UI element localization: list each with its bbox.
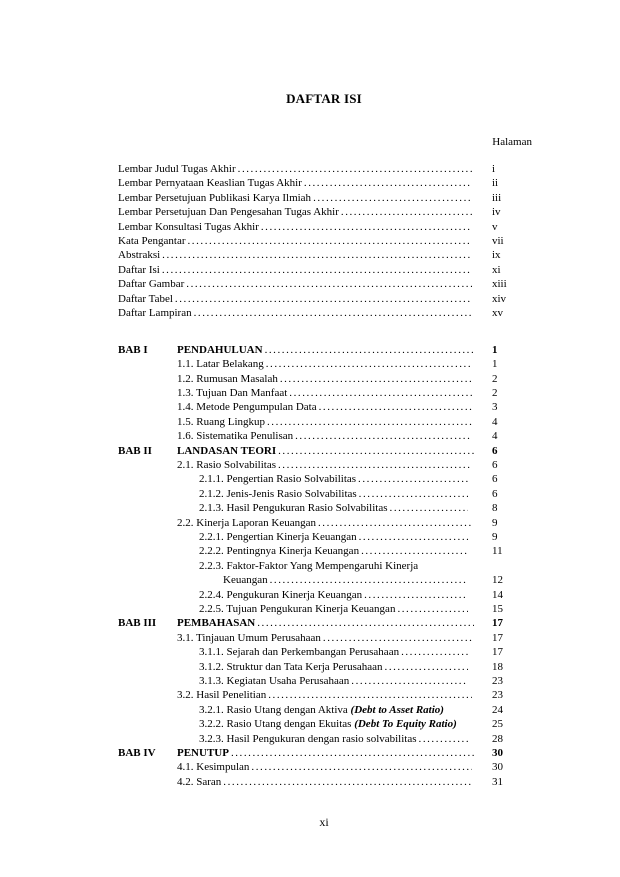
entry-page-number: 15 (492, 602, 503, 615)
chapter-number: BAB IV (118, 746, 156, 759)
dot-leader (229, 746, 474, 760)
entry-text (118, 191, 472, 205)
dot-leader (265, 415, 472, 429)
entry-text (177, 372, 472, 386)
dot-leader (255, 616, 474, 630)
entry-page-number: 14 (492, 588, 503, 601)
entry-page-number: ii (492, 177, 499, 190)
entry-title: 3.2.3. Hasil Pengukuran dengan rasio solvabilitas (199, 732, 417, 745)
entry-text (177, 400, 472, 414)
entry-text (177, 516, 472, 530)
entry-title: Lembar Persetujuan Dan Pengesahan Tugas Akhir (118, 206, 339, 219)
toc-row (0, 487, 620, 501)
entry-text (177, 458, 472, 472)
entry-text (177, 631, 472, 645)
entry-title: LANDASAN TEORI (177, 444, 277, 457)
entry-page-number: 12 (492, 574, 503, 587)
dot-leader (316, 516, 472, 530)
toc-row (0, 775, 620, 789)
dot-leader (311, 191, 472, 205)
entry-page-number: 1 (492, 343, 498, 356)
dot-leader (357, 487, 468, 501)
entry-page-number: 23 (492, 689, 503, 702)
dot-leader (266, 688, 472, 702)
entry-title: 1.3. Tujuan Dan Manfaat (177, 386, 288, 399)
toc-row (0, 162, 620, 176)
dot-leader (263, 343, 474, 357)
toc-row (0, 760, 620, 774)
toc-row (0, 573, 620, 587)
toc-row (0, 559, 620, 573)
entry-page-number: 28 (492, 732, 503, 745)
entry-text (199, 674, 468, 688)
dot-leader (160, 263, 472, 277)
entry-title: 4.2. Saran (177, 775, 222, 788)
dot-leader (268, 573, 468, 587)
toc-row (0, 602, 620, 616)
dot-leader (276, 444, 474, 458)
entry-title: 4.1. Kesimpulan (177, 761, 250, 774)
toc-row (0, 277, 620, 291)
dot-leader (276, 458, 472, 472)
dot-leader (186, 234, 473, 248)
entry-title: Daftar Isi (118, 263, 160, 276)
chapter-number: BAB I (118, 343, 148, 356)
entry-page-number: vii (492, 235, 504, 247)
entry-page-number: 8 (492, 502, 498, 515)
toc-row (0, 631, 620, 645)
entry-page-number: 4 (492, 415, 498, 428)
entry-page-number: xiv (492, 292, 507, 305)
halaman-label: Halaman (492, 136, 532, 148)
entry-title: 1.5. Ruang Lingkup (177, 415, 265, 428)
entry-page-number: 31 (492, 775, 503, 788)
entry-title: 2.1.2. Jenis-Jenis Rasio Solvabilitas (199, 487, 357, 500)
dot-leader (339, 205, 472, 219)
entry-title: 3.1.3. Kegiatan Usaha Perusahaan (199, 674, 350, 687)
entry-text (118, 234, 472, 248)
entry-title: Daftar Lampiran (118, 307, 192, 319)
entry-page-number: 1 (492, 358, 498, 371)
entry-title: 2.2.4. Pengukuran Kinerja Keuangan (199, 588, 363, 601)
dot-leader (184, 277, 472, 291)
entry-text (177, 429, 472, 443)
toc-row (0, 176, 620, 190)
toc-chapter-row (0, 746, 620, 760)
dot-leader (388, 501, 468, 515)
entry-page-number: 18 (492, 660, 503, 673)
entry-title: 2.2.1. Pengertian Kinerja Keuangan (199, 530, 357, 543)
toc-chapter-row (0, 444, 620, 458)
entry-text (177, 415, 472, 429)
entry-page-number: 6 (492, 473, 498, 486)
dot-leader (173, 292, 472, 306)
toc-row (0, 205, 620, 219)
entry-page-number: 2 (492, 386, 498, 399)
entry-title: Daftar Tabel (118, 292, 173, 305)
entry-title: Kata Pengantar (118, 235, 186, 247)
dot-leader (399, 645, 468, 659)
entry-title: Lembar Judul Tugas Akhir (118, 163, 236, 175)
entry-italic: (Debt To Equity Ratio) (354, 718, 457, 731)
toc-row (0, 501, 620, 515)
entry-text (199, 717, 500, 731)
entry-text (118, 205, 472, 219)
dot-leader (287, 386, 472, 400)
chapter-number: BAB III (118, 617, 157, 630)
entry-text (177, 357, 472, 371)
toc-row (0, 220, 620, 234)
toc-row (0, 234, 620, 248)
toc-row (0, 660, 620, 674)
entry-page-number: 17 (492, 617, 503, 630)
toc-row (0, 386, 620, 400)
entry-text (177, 343, 474, 357)
entry-title: 1.6. Sistematika Penulisan (177, 430, 294, 443)
dot-leader (356, 472, 468, 486)
toc-row (0, 674, 620, 688)
entry-text (199, 588, 468, 602)
toc-chapter-row (0, 343, 620, 357)
dot-leader (249, 760, 472, 774)
entry-page-number: iv (492, 206, 501, 219)
toc-row (0, 645, 620, 659)
toc-row (0, 688, 620, 702)
entry-title: 2.2.2. Pentingnya Kinerja Keuangan (199, 545, 360, 558)
entry-text (118, 176, 472, 190)
toc-row (0, 263, 620, 277)
entry-page-number: 6 (492, 458, 498, 471)
entry-title: 1.4. Metode Pengumpulan Data (177, 401, 317, 414)
entry-page-number: 25 (492, 718, 503, 731)
toc-row (0, 248, 620, 262)
toc-row (0, 292, 620, 306)
entry-title: Lembar Konsultasi Tugas Akhir (118, 220, 259, 233)
entry-page-number: 17 (492, 646, 503, 659)
entry-page-number: xiii (492, 278, 507, 291)
entry-page-number: ix (492, 249, 501, 262)
entry-page-number: 6 (492, 444, 498, 457)
entry-title: 2.1.1. Pengertian Rasio Solvabilitas (199, 473, 357, 486)
toc-row (0, 588, 620, 602)
toc-row (0, 530, 620, 544)
dot-leader (293, 429, 472, 443)
toc-row (0, 544, 620, 558)
entry-page-number: iii (492, 191, 502, 204)
page-number: xi (319, 815, 329, 829)
entry-page-number: 11 (492, 545, 503, 558)
entry-page-number: 24 (492, 703, 503, 716)
dot-leader (192, 306, 472, 320)
entry-text (199, 487, 468, 501)
entry-title: 3.1. Tinjauan Umum Perusahaan (177, 631, 321, 644)
entry-text (118, 263, 472, 277)
entry-page-number: xi (492, 263, 501, 276)
toc-row (0, 472, 620, 486)
entry-text (118, 248, 472, 262)
toc-row (0, 429, 620, 443)
entry-title: PENDAHULUAN (177, 343, 263, 356)
toc-row (0, 400, 620, 414)
entry-page-number: 23 (492, 674, 503, 687)
entry-page-number: 30 (492, 761, 503, 774)
toc-row (0, 357, 620, 371)
entry-italic: (Debt to Asset Ratio) (350, 703, 444, 716)
entry-text (223, 573, 468, 587)
entry-title: 2.1.3. Hasil Pengukuran Rasio Solvabilitas (199, 502, 388, 515)
entry-text (199, 559, 468, 573)
dot-leader (357, 530, 468, 544)
dot-leader (259, 220, 472, 234)
dot-leader (362, 588, 468, 602)
entry-title: 2.2.3. Faktor-Faktor Yang Mempengaruhi Kinerja (199, 559, 419, 572)
entry-text (177, 688, 472, 702)
dot-leader (317, 400, 472, 414)
entry-text (118, 306, 472, 320)
entry-text (118, 277, 472, 291)
toc-row (0, 732, 620, 746)
entry-title: 3.1.2. Struktur dan Tata Kerja Perusahaan (199, 660, 383, 673)
entry-page-number: 9 (492, 530, 498, 543)
chapter-number: BAB II (118, 444, 152, 457)
entry-title: 2.2. Kinerja Laporan Keuangan (177, 516, 316, 529)
entry-text (199, 602, 468, 616)
entry-page-number: 4 (492, 430, 498, 443)
entry-title: PEMBAHASAN (177, 617, 256, 630)
entry-text (177, 616, 474, 630)
dot-leader (349, 674, 468, 688)
dot-leader (236, 162, 472, 176)
dot-leader (264, 357, 472, 371)
entry-title: Keuangan (223, 574, 268, 587)
toc-row (0, 415, 620, 429)
entry-text (177, 746, 474, 760)
entry-text (118, 162, 472, 176)
entry-text (199, 544, 468, 558)
dot-leader (395, 602, 468, 616)
entry-text (177, 775, 472, 789)
entry-title: 3.2.2. Rasio Utang dengan Ekuitas (Debt To Equity Ratio) (199, 718, 457, 731)
entry-page-number: 3 (492, 401, 498, 414)
entry-title: 3.2. Hasil Penelitian (177, 689, 267, 702)
entry-text (199, 703, 500, 717)
entry-text (177, 386, 472, 400)
entry-title: 2.1. Rasio Solvabilitas (177, 458, 276, 471)
dot-leader (302, 176, 472, 190)
entry-text (118, 292, 472, 306)
dot-leader (160, 248, 472, 262)
dot-leader (278, 372, 472, 386)
entry-text (199, 530, 468, 544)
entry-page-number: 6 (492, 487, 498, 500)
entry-page-number: 2 (492, 372, 498, 385)
toc-row (0, 717, 620, 731)
toc-chapter-row (0, 616, 620, 630)
entry-title: 1.2. Rumusan Masalah (177, 372, 278, 385)
entry-title: Daftar Gambar (118, 278, 185, 291)
entry-page-number: 30 (492, 746, 503, 759)
dot-leader (321, 631, 472, 645)
entry-text (199, 660, 468, 674)
entry-text (199, 732, 468, 746)
toc-row (0, 372, 620, 386)
entry-page-number: i (492, 163, 496, 175)
entry-page-number: xv (492, 307, 503, 319)
entry-text (177, 444, 474, 458)
entry-page-number: v (492, 220, 498, 233)
entry-title: PENUTUP (177, 746, 229, 759)
dot-leader (417, 732, 468, 746)
entry-title: 1.1. Latar Belakang (177, 358, 264, 371)
entry-title: Lembar Pernyataan Keaslian Tugas Akhir (118, 177, 302, 190)
entry-title: 3.2.1. Rasio Utang dengan Aktiva (Debt to Asset Ratio) (199, 703, 444, 716)
entry-title: Lembar Persetujuan Publikasi Karya Ilmiah (118, 191, 312, 204)
toc-row (0, 306, 620, 320)
entry-page-number: 17 (492, 631, 503, 644)
toc-row (0, 516, 620, 530)
entry-title: 2.2.5. Tujuan Pengukuran Kinerja Keuangan (199, 602, 396, 615)
entry-text (199, 472, 468, 486)
toc-row (0, 191, 620, 205)
entry-title: 3.1.1. Sejarah dan Perkembangan Perusahaan (199, 646, 400, 659)
entry-text (177, 760, 472, 774)
dot-leader (359, 544, 468, 558)
entry-page-number: 9 (492, 516, 498, 529)
dot-leader (383, 660, 468, 674)
toc-row (0, 703, 620, 717)
entry-text (118, 220, 472, 234)
entry-text (199, 501, 468, 515)
toc-row (0, 458, 620, 472)
entry-title: Abstraksi (118, 249, 161, 262)
dot-leader (221, 775, 472, 789)
page-title: DAFTAR ISI (286, 91, 362, 106)
entry-text (199, 645, 468, 659)
